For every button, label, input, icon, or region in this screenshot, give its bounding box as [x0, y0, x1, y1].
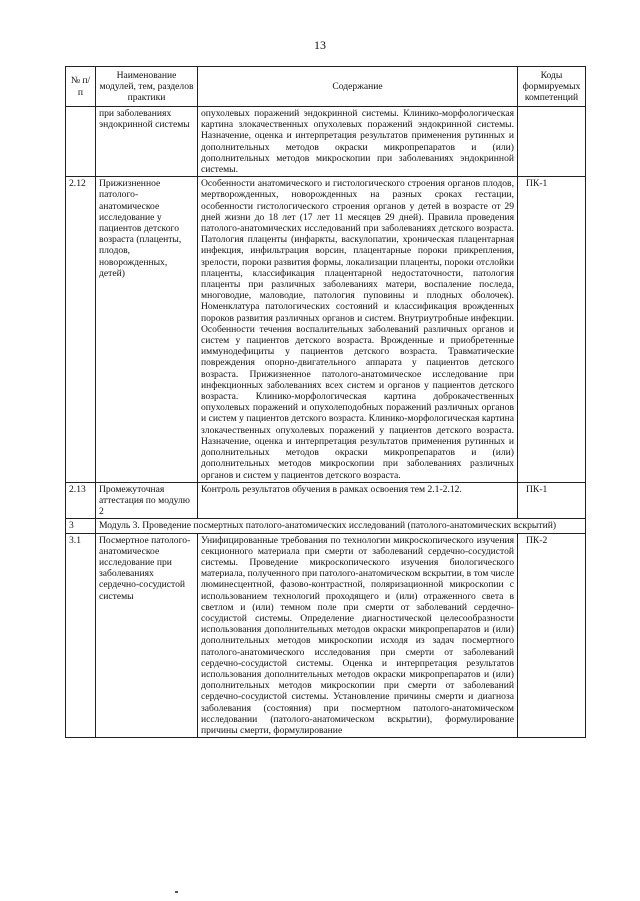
- curriculum-table: [65, 66, 586, 738]
- row-num: 2.12: [66, 177, 96, 482]
- row-name: Промежуточная аттестация по модулю 2: [96, 482, 198, 519]
- table-row: [66, 482, 586, 519]
- row-code: ПК-2: [518, 533, 586, 738]
- header-name: Наименование модулей, тем, разделов практики: [96, 67, 198, 107]
- module-num: 3: [66, 519, 96, 533]
- row-name: при заболеваниях эндокринной системы: [96, 107, 198, 177]
- header-num: № п/п: [66, 67, 96, 107]
- module-title: Модуль 3. Проведение посмертных патолого-анатомических исследований (патолого-анатомических вскрытий): [96, 519, 586, 533]
- row-content: опухолевых поражений эндокринной системы. Клинико-морфологическая картина злокачественных опухолевых поражений эндокринной системы. Назначение, оценка и интерпретация результатов применения рутинных и дополнительных методов окраски микропрепаратов и (или) дополнительных методов микроскопии при заболеваниях эндокринной системы.: [198, 107, 518, 177]
- table-row: [66, 177, 586, 482]
- header-codes: Коды формируемых компетенций: [518, 67, 586, 107]
- table-header-row: [66, 67, 586, 107]
- row-num: [66, 107, 96, 177]
- row-name: Посмертное патолого-анатомическое исследование при заболеваниях сердечно-сосудистой системы: [96, 533, 198, 738]
- page-number: 13: [314, 38, 326, 52]
- row-content: Унифицированные требования по технологии микроскопического изучения секционного материала при смерти от заболеваний сердечно-сосудистой системы. Проведение микроскопического изучения биологического материала, полученного при патолого-анатомическом вскрытии, в том числе люминесцентной, фазово-контрастной, поляризационной микроскопии с использованием технологий проходящего и (или) отраженного света в светлом и (или) темном поле при смерти от заболеваний сердечно-сосудистой системы. Определение диагностической целесообразности использования дополнительных методов окраски микропрепаратов и (или) дополнительных методов микроскопии исходя из задач посмертного патолого-анатомического исследования при смерти от заболеваний сердечно-сосудистой системы. Оценка и интерпретация результатов использования дополнительных методов окраски микропрепаратов и (или) дополнительных методов микроскопии при смерти от заболеваний сердечно-сосудистой системы. Установление причины смерти и диагноза заболевания (состояния) при посмертном патолого-анатомическом исследовании (патолого-анатомическом вскрытии), формулирование причины смерти, формулирование: [198, 533, 518, 738]
- module-row: [66, 519, 586, 533]
- row-content: Особенности анатомического и гистологического строения органов плодов, мертворожденных, новорожденных на разных сроках гестации, особенности гистологического строения органов у детей в возрасте от 29 дней жизни до 18 лет (17 лет 11 месяцев 29 дней). Правила проведения патолого-анатомических исследований при заболеваниях детского возраста. Патология плаценты (инфаркты, васкулопатии, хроническая плацентарная инфекция, инфильтрация ворсин, плацентарные пороки прикрепления, зрелости, пороки развития формы, локализации плаценты, пороки отслойки плаценты, классификация плацентарной недостаточности, патология плаценты при различных заболеваниях матери, воспаление последа, многоводие, маловодие, патология пуповины и плодных оболочек). Номенклатура патологических состояний и классификация врожденных пороков развития различных органов и систем. Внутриутробные инфекции. Особенности течения воспалительных заболеваний различных органов и систем у пациентов детского возраста. Врожденные и приобретенные иммунодефициты у пациентов детского возраста. Травматические повреждения опорно-двигательного аппарата у пациентов детского возраста. Прижизненное патолого-анатомическое исследование при инфекционных заболеваниях всех систем и органов у пациентов детского возраста. Клинико-морфологическая картина доброкачественных опухолевых поражений и опухолеподобных поражений различных органов и систем у пациентов детского возраста. Клинико-морфологическая картина злокачественных опухолевых поражений у пациентов детского возраста. Назначение, оценка и интерпретация результатов применения рутинных и дополнительных методов окраски микропрепаратов и (или) дополнительных методов микроскопии при заболеваниях различных органов и систем у пациентов детского возраста.: [198, 177, 518, 482]
- scan-artifact: [175, 891, 178, 893]
- header-content: Содержание: [198, 67, 518, 107]
- row-code: ПК-1: [518, 177, 586, 482]
- row-name: Прижизненное патолого-анатомическое исследование у пациентов детского возраста (плаценты, плодов, новорожденных, детей): [96, 177, 198, 482]
- table-row: [66, 107, 586, 177]
- row-content: Контроль результатов обучения в рамках освоения тем 2.1-2.12.: [198, 482, 518, 519]
- row-num: 2.13: [66, 482, 96, 519]
- row-code: [518, 107, 586, 177]
- row-code: ПК-1: [518, 482, 586, 519]
- row-num: 3.1: [66, 533, 96, 738]
- table-row: [66, 533, 586, 738]
